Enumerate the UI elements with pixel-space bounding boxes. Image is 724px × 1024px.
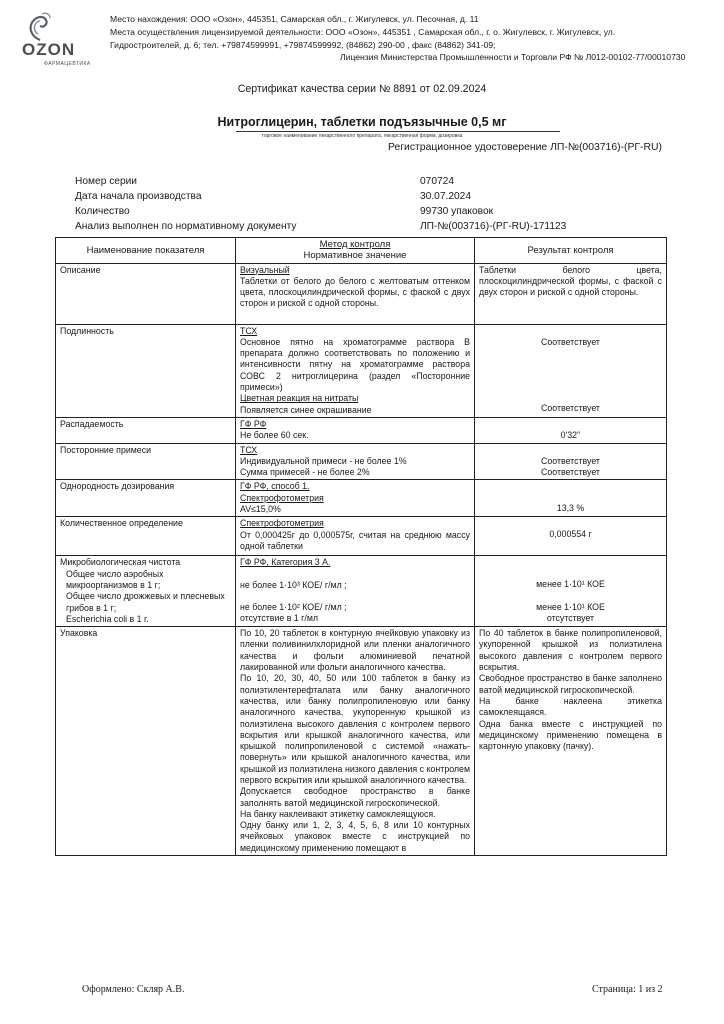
- header-indicator: Наименование показателя: [56, 238, 236, 264]
- header-result: Результат контроля: [475, 238, 667, 264]
- table-header-row: [56, 238, 667, 264]
- product-title: Нитроглицерин, таблетки подъязычные 0,5 мг: [217, 115, 507, 129]
- row-name: Посторонние примеси: [56, 443, 236, 480]
- row-name: Упаковка: [56, 627, 236, 856]
- row-method: ГФ РФ, Категория 3 А.: [240, 557, 331, 568]
- row-method: Спектрофотометрия: [240, 492, 324, 503]
- result-value: менее 1·10¹ КОЕ: [536, 601, 605, 612]
- result-value: На банке наклеена этикетка самоклеящаяся.: [479, 695, 662, 718]
- title-underline: [236, 131, 560, 132]
- micro-ecoli: Escherichia coli в 1 г.: [66, 613, 149, 624]
- logo-swirl-icon: [26, 10, 54, 42]
- row-result: [475, 417, 667, 443]
- result-value: менее 1·10¹ КОЕ: [536, 579, 605, 590]
- row-name: Описание: [56, 263, 236, 324]
- row-name: Количественное определение: [56, 517, 236, 556]
- row-norm: не более 1·10³ КОЕ/ г/мл ;: [240, 579, 347, 590]
- registration-number: Регистрационное удостоверение ЛП-№(003716)-(РГ-RU): [388, 142, 662, 153]
- result-value: По 40 таблеток в банке полипропиленовой, укупоренной крышкой из полиэтилена высокого давления с контролем первого вскрытия.: [479, 628, 662, 673]
- result-value: Соответствует: [541, 336, 600, 347]
- result-value: Свободное пространство в банке заполнено ватой медицинской гигроскопической.: [479, 673, 662, 695]
- product-subtitle: торговое наименование лекарственного препарата, лекарственная форма, дозировка: [261, 133, 463, 139]
- table-row: [56, 480, 667, 517]
- table-row: [56, 263, 667, 324]
- row-norm: Основное пятно на хроматограмме раствора В препарата должно соответствовать по положению и интенсивности пятну на хроматограмме раствора СОВС 2 нитроглицерина (раздел «Посторонние примеси»): [240, 336, 470, 393]
- row-norm: Индивидуальной примеси - не более 1%: [240, 455, 407, 466]
- info-value: 99730 упаковок: [420, 206, 494, 217]
- row-result: [475, 443, 667, 480]
- row-norm: AV≤15,0%: [240, 504, 281, 515]
- row-norm: От 0,000425г до 0,000575г, считая на среднюю массу одной таблетки: [240, 529, 470, 551]
- result-value: отсутствует: [546, 612, 595, 623]
- row-method-norm: [236, 627, 475, 856]
- quality-table: [55, 237, 667, 856]
- row-method: Цветная реакция на нитраты: [240, 393, 359, 404]
- row-name: [56, 556, 236, 627]
- info-value: 070724: [420, 176, 454, 187]
- info-value: 30.07.2024: [420, 191, 471, 202]
- row-method: ГФ РФ, способ 1.: [240, 481, 310, 492]
- logo-tagline: ФАРМАЦЕВТИКА: [44, 61, 91, 67]
- row-norm: Допускается свободное пространство в банке заполнять ватой медицинской гигроскопической.: [240, 786, 470, 808]
- row-norm: отсутствие в 1 г/мл: [240, 613, 318, 624]
- table-row: [56, 517, 667, 556]
- row-method: Спектрофотометрия: [240, 518, 324, 529]
- header-license: Лицензия Министерства Промышленности и Торговли РФ № Л012-00102-77/00010730: [340, 52, 686, 62]
- header-address: Место нахождения: ООО «Озон», 445351, Самарская обл., г. Жигулевск, ул. Песочная, д. 11: [110, 14, 479, 24]
- row-method-norm: [236, 443, 475, 480]
- result-value: 0'32'': [560, 429, 581, 440]
- micro-aerobic: Общее число аэробных микроорганизмов в 1 г;: [66, 568, 164, 590]
- info-label: Номер серии: [75, 176, 137, 187]
- row-name: Распадаемость: [56, 417, 236, 443]
- row-result: [475, 627, 667, 856]
- header-contacts: Гидростроителей, д. 6; тел. +79874599991, +79874599992, (84862) 290-00 , факс (84862) 341-09;: [110, 40, 496, 50]
- company-logo: [10, 10, 100, 70]
- row-method: ТСХ: [240, 325, 258, 336]
- logo-brand: OZON: [22, 40, 76, 59]
- info-label: Дата начала производства: [75, 191, 202, 202]
- row-method-norm: [236, 556, 475, 627]
- table-row: [56, 627, 667, 856]
- row-name: Подлинность: [56, 324, 236, 417]
- row-result: Таблетки белого цвета, плоскоцилиндрической формы, с фаской с двух сторон и риской с одной стороны.: [475, 263, 667, 324]
- result-value: 13,3 %: [556, 503, 585, 514]
- result-value: Соответствует: [541, 402, 600, 413]
- table-row: [56, 556, 667, 627]
- info-value: ЛП-№(003716)-(РГ-RU)-171123: [420, 221, 567, 232]
- result-value: 0,000554 г: [549, 529, 592, 540]
- row-norm: Не более 60 сек.: [240, 430, 309, 441]
- row-method-norm: [236, 324, 475, 417]
- header-method: [236, 238, 475, 264]
- micro-title: Микробиологическая чистота: [60, 557, 181, 568]
- header-norm-title: Нормативное значение: [303, 250, 407, 262]
- row-method-norm: [236, 480, 475, 517]
- row-norm: По 10, 20 таблеток в контурную ячейковую упаковку из пленки поливинилхлоридной или пленки аналогичного качества и фольги алюминиевой печатной лакированной или фольги аналогичного качества.: [240, 628, 470, 673]
- row-norm: Сумма примесей - не более 2%: [240, 467, 370, 478]
- row-result: [475, 324, 667, 417]
- info-label: Анализ выполнен по нормативному документу: [75, 221, 297, 232]
- row-norm: Таблетки от белого до белого с желтоватым оттенком цвета, плоскоцилиндрической формы, с фаской с двух сторон и риской с одной стороны.: [240, 275, 470, 309]
- footer-prepared-by: Оформлено: Скляр А.В.: [82, 984, 185, 995]
- row-result: [475, 556, 667, 627]
- row-method-norm: [236, 263, 475, 324]
- row-method: ТСХ: [240, 444, 258, 455]
- result-value: Соответствует: [541, 466, 600, 477]
- table-row: [56, 324, 667, 417]
- info-label: Количество: [75, 206, 130, 217]
- table-row: [56, 443, 667, 480]
- row-norm: На банку наклеивают этикетку самоклеящуюся.: [240, 808, 436, 819]
- row-name: Однородность дозирования: [56, 480, 236, 517]
- result-value: Соответствует: [541, 455, 600, 466]
- row-norm: не более 1·10² КОЕ/ г/мл ;: [240, 601, 347, 612]
- certificate-title: Сертификат качества серии № 8891 от 02.09.2024: [237, 83, 487, 95]
- table-row: [56, 417, 667, 443]
- row-norm: Одну банку или 1, 2, 3, 4, 5, 6, 8 или 10 контурных ячейковых упаковок вместе с инструкцией по медицинскому применению помещают в: [240, 820, 470, 853]
- header-licensed-sites: Места осуществления лицензируемой деятельности: ООО «Озон», 445351 , Самарская обл., г. о. Жигулевск, г. Жигулевск, ул.: [110, 27, 616, 37]
- footer-page-number: Страница: 1 из 2: [592, 984, 663, 995]
- row-norm: По 10, 20, 30, 40, 50 или 100 таблеток в банку из полиэтилентерефталата или банку аналогичного качества, или банку полипропиленовую или банку аналогичного качества, укупоренную крышкой из полиэтилена высокого давления с контролем первого вскрытия или крышкой аналогичного качества, или крышкой полипропиленовой с системой «нажать-повернуть» или крышкой аналогичного качества, или крышкой из полиэтилена низкого давления с контролем первого вскрытия или крышкой аналогичного качества.: [240, 673, 470, 785]
- header-method-title: Метод контроля: [319, 239, 391, 250]
- row-method-norm: [236, 417, 475, 443]
- row-result: [475, 480, 667, 517]
- row-method-norm: [236, 517, 475, 556]
- result-value: Одна банка вместе с инструкцией по медицинскому применению помещена в картонную упаковку (пачку).: [479, 718, 662, 752]
- row-method: Визуальный: [240, 264, 290, 275]
- micro-fungi: Общее число дрожжевых и плесневых грибов в 1 г;: [66, 591, 225, 613]
- row-result: [475, 517, 667, 556]
- row-method: ГФ РФ: [240, 418, 267, 429]
- row-norm: Появляется синее окрашивание: [240, 404, 372, 415]
